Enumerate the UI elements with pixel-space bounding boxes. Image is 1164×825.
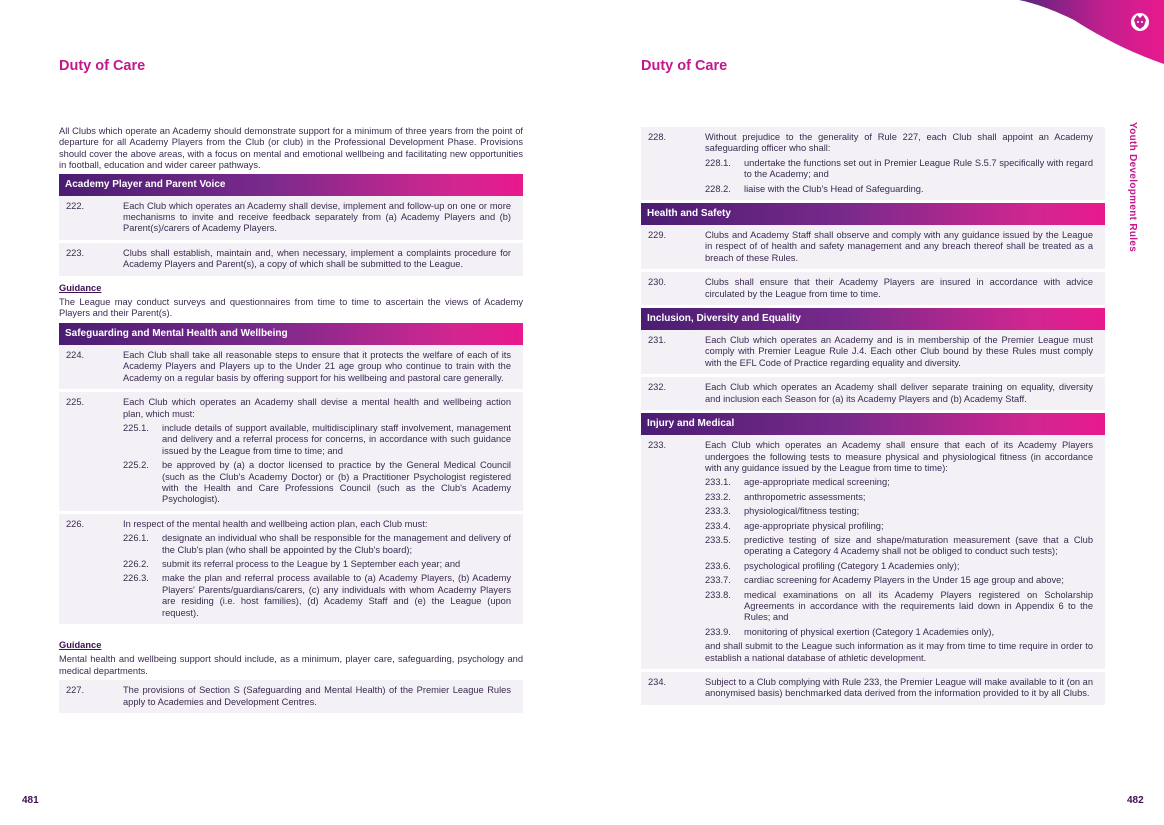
- rule-text: The provisions of Section S (Safeguarding and Mental Health) of the Premier League Rules apply to Academies and Development Centres.: [123, 685, 511, 707]
- sub-rule-text: physiological/fitness testing;: [744, 506, 860, 517]
- sub-rule-number: 233.2.: [705, 491, 731, 502]
- sub-rule-number: 225.1.: [123, 422, 149, 433]
- sub-rule: [123, 559, 511, 570]
- side-label: [1127, 122, 1141, 272]
- rule-number: 223.: [66, 247, 85, 258]
- sub-rule: [705, 506, 1093, 517]
- sub-rule-text: undertake the functions set out in Premier League Rule S.5.7 specifically with regard to the Academy; and: [744, 157, 1093, 180]
- sub-rule-number: 233.6.: [705, 560, 731, 571]
- rule-number: 232.: [648, 382, 667, 393]
- sub-rule: [123, 423, 511, 457]
- page-number-left: 481: [22, 795, 39, 806]
- rule-number: 226.: [66, 518, 85, 529]
- sub-rule-number: 226.1.: [123, 533, 149, 544]
- rule-224: [59, 345, 523, 389]
- rule-226: [59, 514, 523, 624]
- rule-text: Without prejudice to the generality of Rule 227, each Club shall appoint an Academy safeguarding officer who shall:: [705, 132, 1093, 154]
- sub-rule-number: 233.9.: [705, 626, 731, 637]
- rule-number: 228.: [648, 132, 667, 142]
- rule-body: [705, 132, 1093, 195]
- rule-body: [123, 519, 511, 619]
- rule-text: Clubs and Academy Staff shall observe and comply with any guidance issued by the League in respect of of health and safety management and any breach thereof shall be treated as a breach of these Rules.: [705, 230, 1093, 263]
- rule-text: Each Club which operates an Academy shall deliver separate training on equality, diversity and inclusion each Season for (a) its Academy Players and (b) Academy Staff.: [705, 382, 1093, 404]
- sub-rule-text: anthropometric assessments;: [744, 491, 866, 502]
- sub-rule-number: 226.2.: [123, 558, 149, 569]
- sub-rule: [705, 492, 1093, 503]
- sub-rule-number: 233.7.: [705, 575, 731, 586]
- sub-rule: [705, 477, 1093, 488]
- sub-rule-text: be approved by (a) a doctor licensed to practice by the General Medical Council (such as the Club's Academy Doctor) or (b) a Practitioner Psychologist registered with the Health and Care Professions Council (such as the Club's Academy Psychologist).: [162, 460, 511, 505]
- sub-rule-text: medical examinations on all its Academy Players registered on Scholarship Agreements in accordance with the requirements laid down in Appendix 6 to the Rules; and: [744, 589, 1093, 623]
- rule-229: [641, 225, 1105, 269]
- sub-rule-number: 233.5.: [705, 534, 731, 545]
- sub-rule-text: psychological profiling (Category 1 Academies only);: [744, 560, 960, 571]
- page-title-left: Duty of Care: [59, 58, 146, 74]
- rule-text: Each Club which operates an Academy shall ensure that each of its Academy Players undergoes the following tests to measure physical and physiological fitness (in accordance with any guidance issued by the League from time to time):: [705, 440, 1093, 473]
- rule-223: [59, 243, 523, 276]
- corner-swoosh: [1014, 0, 1164, 70]
- rule-233: [641, 435, 1105, 669]
- sub-rule: [705, 158, 1093, 181]
- sub-rule-number: 226.3.: [123, 573, 149, 584]
- rule-body: [705, 440, 1093, 664]
- rule-number: 230.: [648, 277, 667, 288]
- guidance-heading: Guidance: [59, 282, 102, 293]
- rule-body: [123, 397, 511, 506]
- sub-rule-number: 233.1.: [705, 477, 731, 488]
- rule-text: Subject to a Club complying with Rule 233, the Premier League will make available to it (on an anonymised basis) benchmarked data derived from the information provided to it by all Clubs.: [705, 677, 1093, 699]
- section-bar-inclusion: Inclusion, Diversity and Equality: [641, 308, 1105, 330]
- sub-rule-number: 233.3.: [705, 506, 731, 517]
- sub-rule: [705, 535, 1093, 558]
- sub-rule: [123, 533, 511, 556]
- right-page: [582, 0, 1164, 825]
- rule-text: Clubs shall ensure that their Academy Players are insured in accordance with advice circulated by the League from time to time.: [705, 277, 1093, 299]
- sub-rule: [705, 521, 1093, 532]
- rule-234: [641, 672, 1105, 705]
- page-number-right: 482: [1127, 795, 1144, 806]
- rule-231: [641, 330, 1105, 374]
- section-bar-player-voice: Academy Player and Parent Voice: [59, 174, 523, 196]
- sub-rule-text: cardiac screening for Academy Players in the Under 15 age group and above;: [744, 575, 1064, 586]
- section-bar-safeguarding: Safeguarding and Mental Health and Wellbeing: [59, 323, 523, 345]
- side-label-text: Youth Development Rules: [1127, 122, 1138, 253]
- rule-text: Each Club which operates an Academy shall devise, implement and follow-up on one or more mechanisms to invite and receive feedback separately from (a) Academy Players and (b) Parent(s)/carers of Academy Players.: [123, 200, 511, 234]
- rule-text: In respect of the mental health and wellbeing action plan, each Club must:: [123, 518, 428, 529]
- rule-text: Each Club which operates an Academy shall devise a mental health and wellbeing action plan, which must:: [123, 397, 511, 419]
- rule-232: [641, 377, 1105, 410]
- section-bar-health-safety: Health and Safety: [641, 203, 1105, 225]
- rule-number: 227.: [66, 685, 85, 696]
- sub-rule-number: 228.1.: [705, 157, 731, 168]
- rule-number: 222.: [66, 200, 85, 211]
- rule-number: 225.: [66, 397, 85, 408]
- rule-number: 233.: [648, 440, 667, 451]
- section-bar-injury-medical: Injury and Medical: [641, 413, 1105, 435]
- rule-number: 229.: [648, 230, 667, 241]
- rule-text: Each Club which operates an Academy and is in membership of the Premier League must comply with Premier League Rule J.4. Each other Club bound by these Rules must comply with the EFL Code of Practice regarding equality and diversity.: [705, 335, 1093, 368]
- sub-rule: [705, 561, 1093, 572]
- rule-text: Each Club shall take all reasonable steps to ensure that it protects the welfare of each of its Academy Players and Players up to the Under 21 age group who continue to train with the Academy on a regular basis by offering support for his wellbeing and pastoral care generally.: [123, 349, 511, 383]
- sub-rule-number: 228.2.: [705, 183, 731, 194]
- guidance-heading: Guidance: [59, 640, 102, 650]
- sub-rule: [705, 627, 1093, 638]
- rule-text: Clubs shall establish, maintain and, when necessary, implement a complaints procedure for Academy Players and Parent(s), a copy of which shall be submitted to the League.: [123, 247, 511, 270]
- page-title-right: Duty of Care: [641, 58, 728, 74]
- sub-rule-text: liaise with the Club's Head of Safeguarding.: [744, 183, 924, 194]
- sub-rule-text: include details of support available, multidisciplinary staff involvement, management and delivery and a referral process for concerns, in accordance with such guidance issued by the League from time to time; and: [162, 422, 511, 456]
- rule-222: [59, 196, 523, 240]
- sub-rule-number: 233.4.: [705, 520, 731, 531]
- rule-number: 231.: [648, 335, 667, 346]
- sub-rule-text: submit its referral process to the League by 1 September each year; and: [162, 558, 461, 569]
- guidance-text: Mental health and wellbeing support should include, as a minimum, player care, safeguarding, psychology and medical departments.: [59, 654, 523, 676]
- intro-paragraph: All Clubs which operate an Academy should demonstrate support for a minimum of three years from the point of departure for all Academy Players from the Club (or club) in the Professional Development Phase. Provisions should cover the above areas, with a focus on mental and emotional wellbeing and facilitating new opportunities in football, education and wider career pathways.: [59, 126, 523, 171]
- lion-crest-icon: [1131, 13, 1149, 31]
- sub-rule-number: 233.8.: [705, 589, 731, 600]
- rule-227: [59, 680, 523, 713]
- sub-rule-text: age-appropriate medical screening;: [744, 477, 890, 488]
- rule-number: 224.: [66, 349, 85, 360]
- sub-rule-text: age-appropriate physical profiling;: [744, 520, 884, 531]
- rule-tail-text: and shall submit to the League such information as it may from time to time require in order to establish a national database of athletic development.: [705, 641, 1093, 663]
- sub-rule: [705, 575, 1093, 586]
- sub-rule-text: make the plan and referral process available to (a) Academy Players, (b) Academy Players' Parents/guardians/carers, (c) any individuals with whom Academy Players are residing (i.e. host families), (d) Academy Staff and (e) the League (upon request).: [162, 573, 511, 618]
- rule-230: [641, 272, 1105, 305]
- left-column: [59, 126, 523, 716]
- sub-rule-text: monitoring of physical exertion (Category 1 Academies only),: [744, 626, 995, 637]
- rule-number: 234.: [648, 677, 667, 687]
- rule-225: [59, 392, 523, 511]
- guidance-text: The League may conduct surveys and questionnaires from time to time to ascertain the views of Academy Players and their Parent(s).: [59, 297, 523, 319]
- right-column: [641, 127, 1105, 708]
- sub-rule-number: 225.2.: [123, 460, 149, 471]
- sub-rule: [123, 460, 511, 506]
- sub-rule: [705, 184, 1093, 195]
- sub-rule: [705, 590, 1093, 624]
- rule-228: [641, 127, 1105, 200]
- sub-rule: [123, 573, 511, 619]
- sub-rule-text: designate an individual who shall be responsible for the management and delivery of the Club's plan (who shall be appointed by the Club's board);: [162, 533, 511, 555]
- sub-rule-text: predictive testing of size and shape/maturation measurement (save that a Club operating a Category 4 Academy shall not be obliged to conduct such tests);: [744, 534, 1093, 557]
